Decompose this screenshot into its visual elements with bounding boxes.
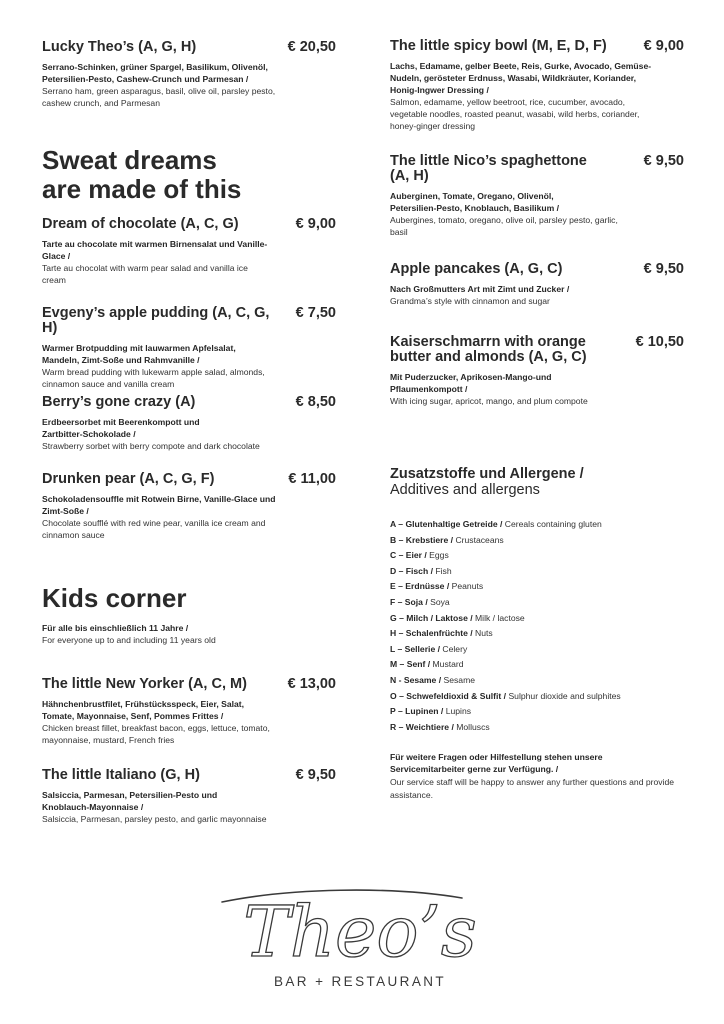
item-name: Apple pancakes (A, G, C)	[390, 261, 563, 277]
additive-row: C – Eier / Eggs	[390, 550, 449, 561]
additive-row: A – Glutenhaltige Getreide / Cereals containing gluten	[390, 519, 602, 529]
additive-row: N - Sesame / Sesame	[390, 674, 476, 685]
additives-title-de: Zusatzstoffe und Allergene /	[390, 466, 584, 482]
item-description-en: Salsiccia, Parmesan, parsley pesto, and garlic mayonnaise	[42, 814, 267, 824]
menu-item-dream-of-chocolate	[42, 217, 336, 286]
additive-row: F – Soja / Soya	[390, 596, 450, 607]
item-price: € 9,50	[643, 153, 684, 169]
menu-item-little-new-yorker	[42, 677, 336, 746]
item-description-en: Strawberry sorbet with berry compote and dark chocolate	[42, 441, 260, 451]
additives-list	[390, 518, 684, 736]
restaurant-logo	[200, 880, 520, 1000]
item-description-de: Salsiccia, Parmesan, Petersilien-Pesto und Knoblauch-Mayonnaise /	[42, 790, 218, 812]
item-price: € 7,50	[295, 305, 336, 321]
kids-subtitle-en: For everyone up to and including 11 years old	[42, 635, 216, 645]
additive-row: L – Sellerie / Celery	[390, 643, 468, 654]
kids-subtitle-de: Für alle bis einschließlich 11 Jahre /	[42, 623, 189, 633]
item-name: Kaiserschmarrn with orange butter and almonds (A, G, C)	[390, 334, 587, 365]
item-price: € 11,00	[288, 471, 336, 487]
additive-row: E – Erdnüsse / Peanuts	[390, 581, 484, 592]
item-description-de: Erdbeersorbet mit Beerenkompott und Zartbitter-Schokolade /	[42, 417, 200, 439]
service-note-en: Our service staff will be happy to answer any further questions and provide assistance.	[390, 777, 675, 800]
item-description-de: Serrano-Schinken, grüner Spargel, Basilikum, Olivenöl, Petersilien-Pesto, Cashew-Crunch und Parmesan /	[42, 62, 268, 84]
item-description-de: Hähnchenbrustfilet, Frühstücksspeck, Eier, Salat, Tomate, Mayonnaise, Senf, Pommes Frittes /	[42, 699, 245, 721]
menu-item-kaiserschmarrn	[390, 335, 684, 407]
item-description-en: Serrano ham, green asparagus, basil, olive oil, parsley pesto, cashew crunch, and Parmesan	[42, 86, 276, 108]
item-description-en: Salmon, edamame, yellow beetroot, rice, cucumber, avocado, vegetable noodles, roasted peanut, wasabi, wild herbs, coriander, honey-ginger dressing	[390, 97, 640, 131]
item-price: € 9,50	[295, 767, 336, 783]
additive-row: R – Weichtiere / Molluscs	[390, 721, 490, 732]
item-description-en: Warm bread pudding with lukewarm apple salad, almonds, cinnamon sauce and vanilla cream	[42, 367, 265, 389]
additive-row: H – Schalenfrüchte / Nuts	[390, 628, 493, 639]
item-price: € 9,00	[295, 216, 336, 232]
item-name: Lucky Theo’s (A, G, H)	[42, 39, 197, 55]
item-description-en: Aubergines, tomato, oregano, olive oil, parsley pesto, garlic, basil	[390, 215, 618, 237]
item-description-de: Warmer Brotpudding mit lauwarmen Apfelsalat, Mandeln, Zimt-Soße und Rahmvanille /	[42, 343, 236, 365]
item-description-de: Auberginen, Tomate, Oregano, Olivenöl, Petersilien-Pesto, Knoblauch, Basilikum /	[390, 191, 560, 213]
additive-row: P – Lupinen / Lupins	[390, 706, 472, 717]
item-price: € 9,50	[643, 261, 684, 277]
item-name: The little Italiano (G, H)	[42, 767, 200, 783]
item-description-en: Chicken breast fillet, breakfast bacon, eggs, lettuce, tomato, mayonnaise, mustard, French fries	[42, 723, 270, 745]
additive-row: G – Milch / Laktose / Milk / lactose	[390, 612, 525, 623]
item-description-de: Tarte au chocolate mit warmen Birnensalat und Vanille-Glace /	[42, 239, 268, 261]
menu-item-lucky-theos	[42, 40, 336, 109]
additives-title	[390, 466, 584, 498]
item-description-en: Chocolate soufflé with red wine pear, vanilla ice cream and cinnamon sauce	[42, 518, 266, 540]
logo-tagline: BAR + RESTAURANT	[273, 974, 447, 989]
item-price: € 8,50	[295, 394, 336, 410]
item-name: Berry’s gone crazy (A)	[42, 394, 196, 410]
item-name: Drunken pear (A, C, G, F)	[42, 471, 215, 487]
item-description-de: Nach Großmutters Art mit Zimt und Zucker /	[390, 284, 570, 294]
section-title-desserts: Sweat dreams are made of this	[42, 145, 242, 204]
menu-item-little-italiano	[42, 768, 336, 825]
item-description-de: Mit Puderzucker, Aprikosen-Mango-und Pflaumenkompott /	[390, 372, 552, 394]
item-name: The little New Yorker (A, C, M)	[42, 676, 247, 692]
additive-row: O – Schwefeldioxid & Sulfit / Sulphur dioxide and sulphites	[390, 690, 621, 701]
menu-item-evgenys-apple-pudding	[42, 306, 336, 390]
additive-row: M – Senf / Mustard	[390, 659, 464, 670]
service-note-de: Für weitere Fragen oder Hilfestellung stehen unsere Servicemitarbeiter gerne zur Verfügung. /	[390, 752, 603, 774]
item-name: The little Nico’s spaghettone (A, H)	[390, 153, 587, 184]
additive-row: B – Krebstiere / Crustaceans	[390, 534, 504, 545]
item-price: € 9,00	[643, 38, 684, 54]
item-description-de: Schokoladensouffle mit Rotwein Birne, Vanille-Glace und Zimt-Soße /	[42, 494, 276, 516]
additives-title-en: Additives and allergens	[390, 482, 540, 498]
logo-wordmark: Theo’s	[243, 891, 477, 973]
menu-item-berrys-gone-crazy	[42, 395, 336, 452]
item-price: € 20,50	[287, 39, 336, 55]
item-price: € 10,50	[635, 334, 684, 350]
item-name: Dream of chocolate (A, C, G)	[42, 216, 239, 232]
service-note	[390, 751, 684, 802]
menu-item-little-nicos-spaghettone	[390, 154, 684, 238]
additive-row: D – Fisch / Fish	[390, 565, 452, 576]
item-description-en: With icing sugar, apricot, mango, and plum compote	[390, 396, 588, 406]
menu-item-drunken-pear	[42, 472, 336, 541]
menu-item-apple-pancakes	[390, 262, 684, 307]
menu-item-little-spicy-bowl	[390, 39, 684, 132]
item-description-de: Lachs, Edamame, gelber Beete, Reis, Gurke, Avocado, Gemüse-Nudeln, gerösteter Erdnuss, Wasabi, Wildkräuter, Koriander, Honig-Ingwer Dressing /	[390, 61, 652, 95]
section-title-kids-corner: Kids corner	[42, 583, 187, 613]
logo-script-icon	[200, 880, 520, 975]
item-name: Evgeny’s apple pudding (A, C, G, H)	[42, 305, 270, 336]
kids-subtitle	[42, 622, 302, 646]
item-description-en: Grandma’s style with cinnamon and sugar	[390, 296, 550, 306]
item-price: € 13,00	[287, 676, 336, 692]
item-name: The little spicy bowl (M, E, D, F)	[390, 38, 607, 54]
item-description-en: Tarte au chocolat with warm pear salad and vanilla ice cream	[42, 263, 248, 285]
